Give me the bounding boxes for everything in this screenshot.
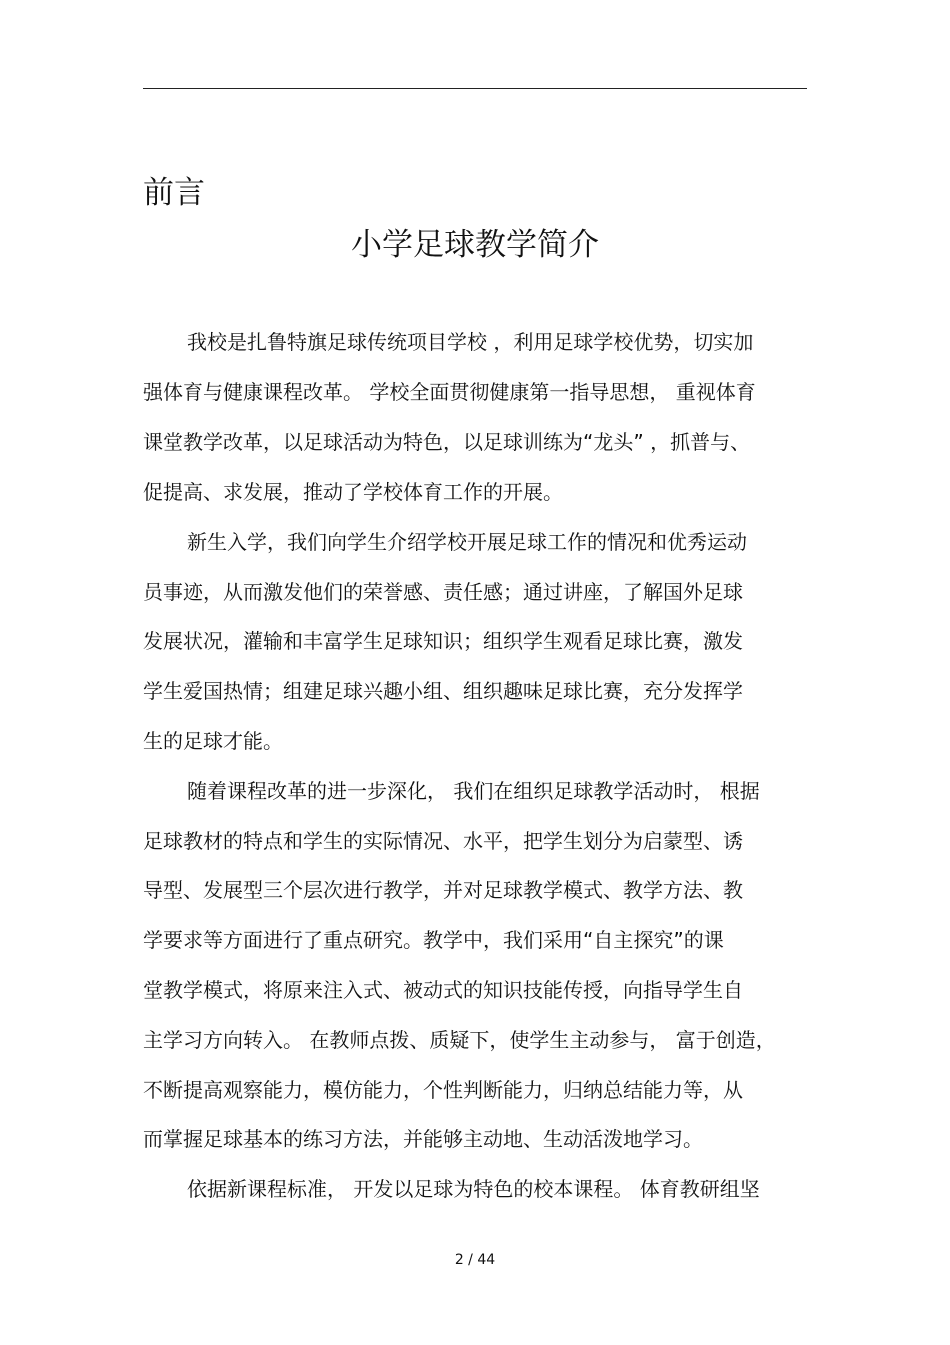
paragraph-3-line-5: 堂教学模式，将原来注入式、被动式的知识技能传授，向指导学生自: [143, 978, 743, 1002]
paragraph-3-line-1: 随着课程改革的进一步深化， 我们在组织足球教学活动时， 根据: [187, 779, 760, 803]
paragraph-1-line-4: 促提高、求发展，推动了学校体育工作的开展。: [143, 480, 563, 504]
paragraph-4-line-1: 依据新课程标准， 开发以足球为特色的校本课程。 体育教研组坚: [187, 1177, 760, 1201]
paragraph-3-line-2: 足球教材的特点和学生的实际情况、水平，把学生划分为启蒙型、诱: [143, 829, 743, 853]
paragraph-1-line-1: 我校是扎鲁特旗足球传统项目学校 ，利用足球学校优势，切实加: [187, 330, 754, 354]
paragraph-3-line-6: 主学习方向转入。 在教师点拨、质疑下，使学生主动参与， 富于创造，: [143, 1028, 776, 1052]
paragraph-1-line-3: 课堂教学改革，以足球活动为特色，以足球训练为“龙头” ，抓普与、: [143, 430, 751, 454]
paragraph-3-line-3: 导型、发展型三个层次进行教学，并对足球教学模式、教学方法、教: [143, 878, 743, 902]
paragraph-2-line-2: 员事迹，从而激发他们的荣誉感、责任感；通过讲座，了解国外足球: [143, 580, 743, 604]
paragraph-2-line-4: 学生爱国热情；组建足球兴趣小组、组织趣味足球比赛，充分发挥学: [143, 679, 743, 703]
paragraph-2-line-3: 发展状况，灌输和丰富学生足球知识；组织学生观看足球比赛，激发: [143, 629, 743, 653]
paragraph-3-line-4: 学要求等方面进行了重点研究。教学中，我们采用“自主探究”的课: [143, 928, 724, 952]
paragraph-2-line-1: 新生入学，我们向学生介绍学校开展足球工作的情况和优秀运动: [187, 530, 747, 554]
document-title: 小学足球教学简介: [351, 227, 599, 263]
paragraph-3-line-8: 而掌握足球基本的练习方法，并能够主动地、生动活泼地学习。: [143, 1127, 703, 1151]
paragraph-1-line-2: 强体育与健康课程改革。 学校全面贯彻健康第一指导思想， 重视体育: [143, 380, 756, 404]
page-number: 2 / 44: [454, 1252, 496, 1268]
paragraph-2-line-5: 生的足球才能。: [143, 729, 283, 753]
paragraph-3-line-7: 不断提高观察能力，模仿能力，个性判断能力，归纳总结能力等，从: [143, 1078, 743, 1102]
section-heading: 前言: [143, 175, 205, 211]
header-rule: [143, 88, 807, 89]
